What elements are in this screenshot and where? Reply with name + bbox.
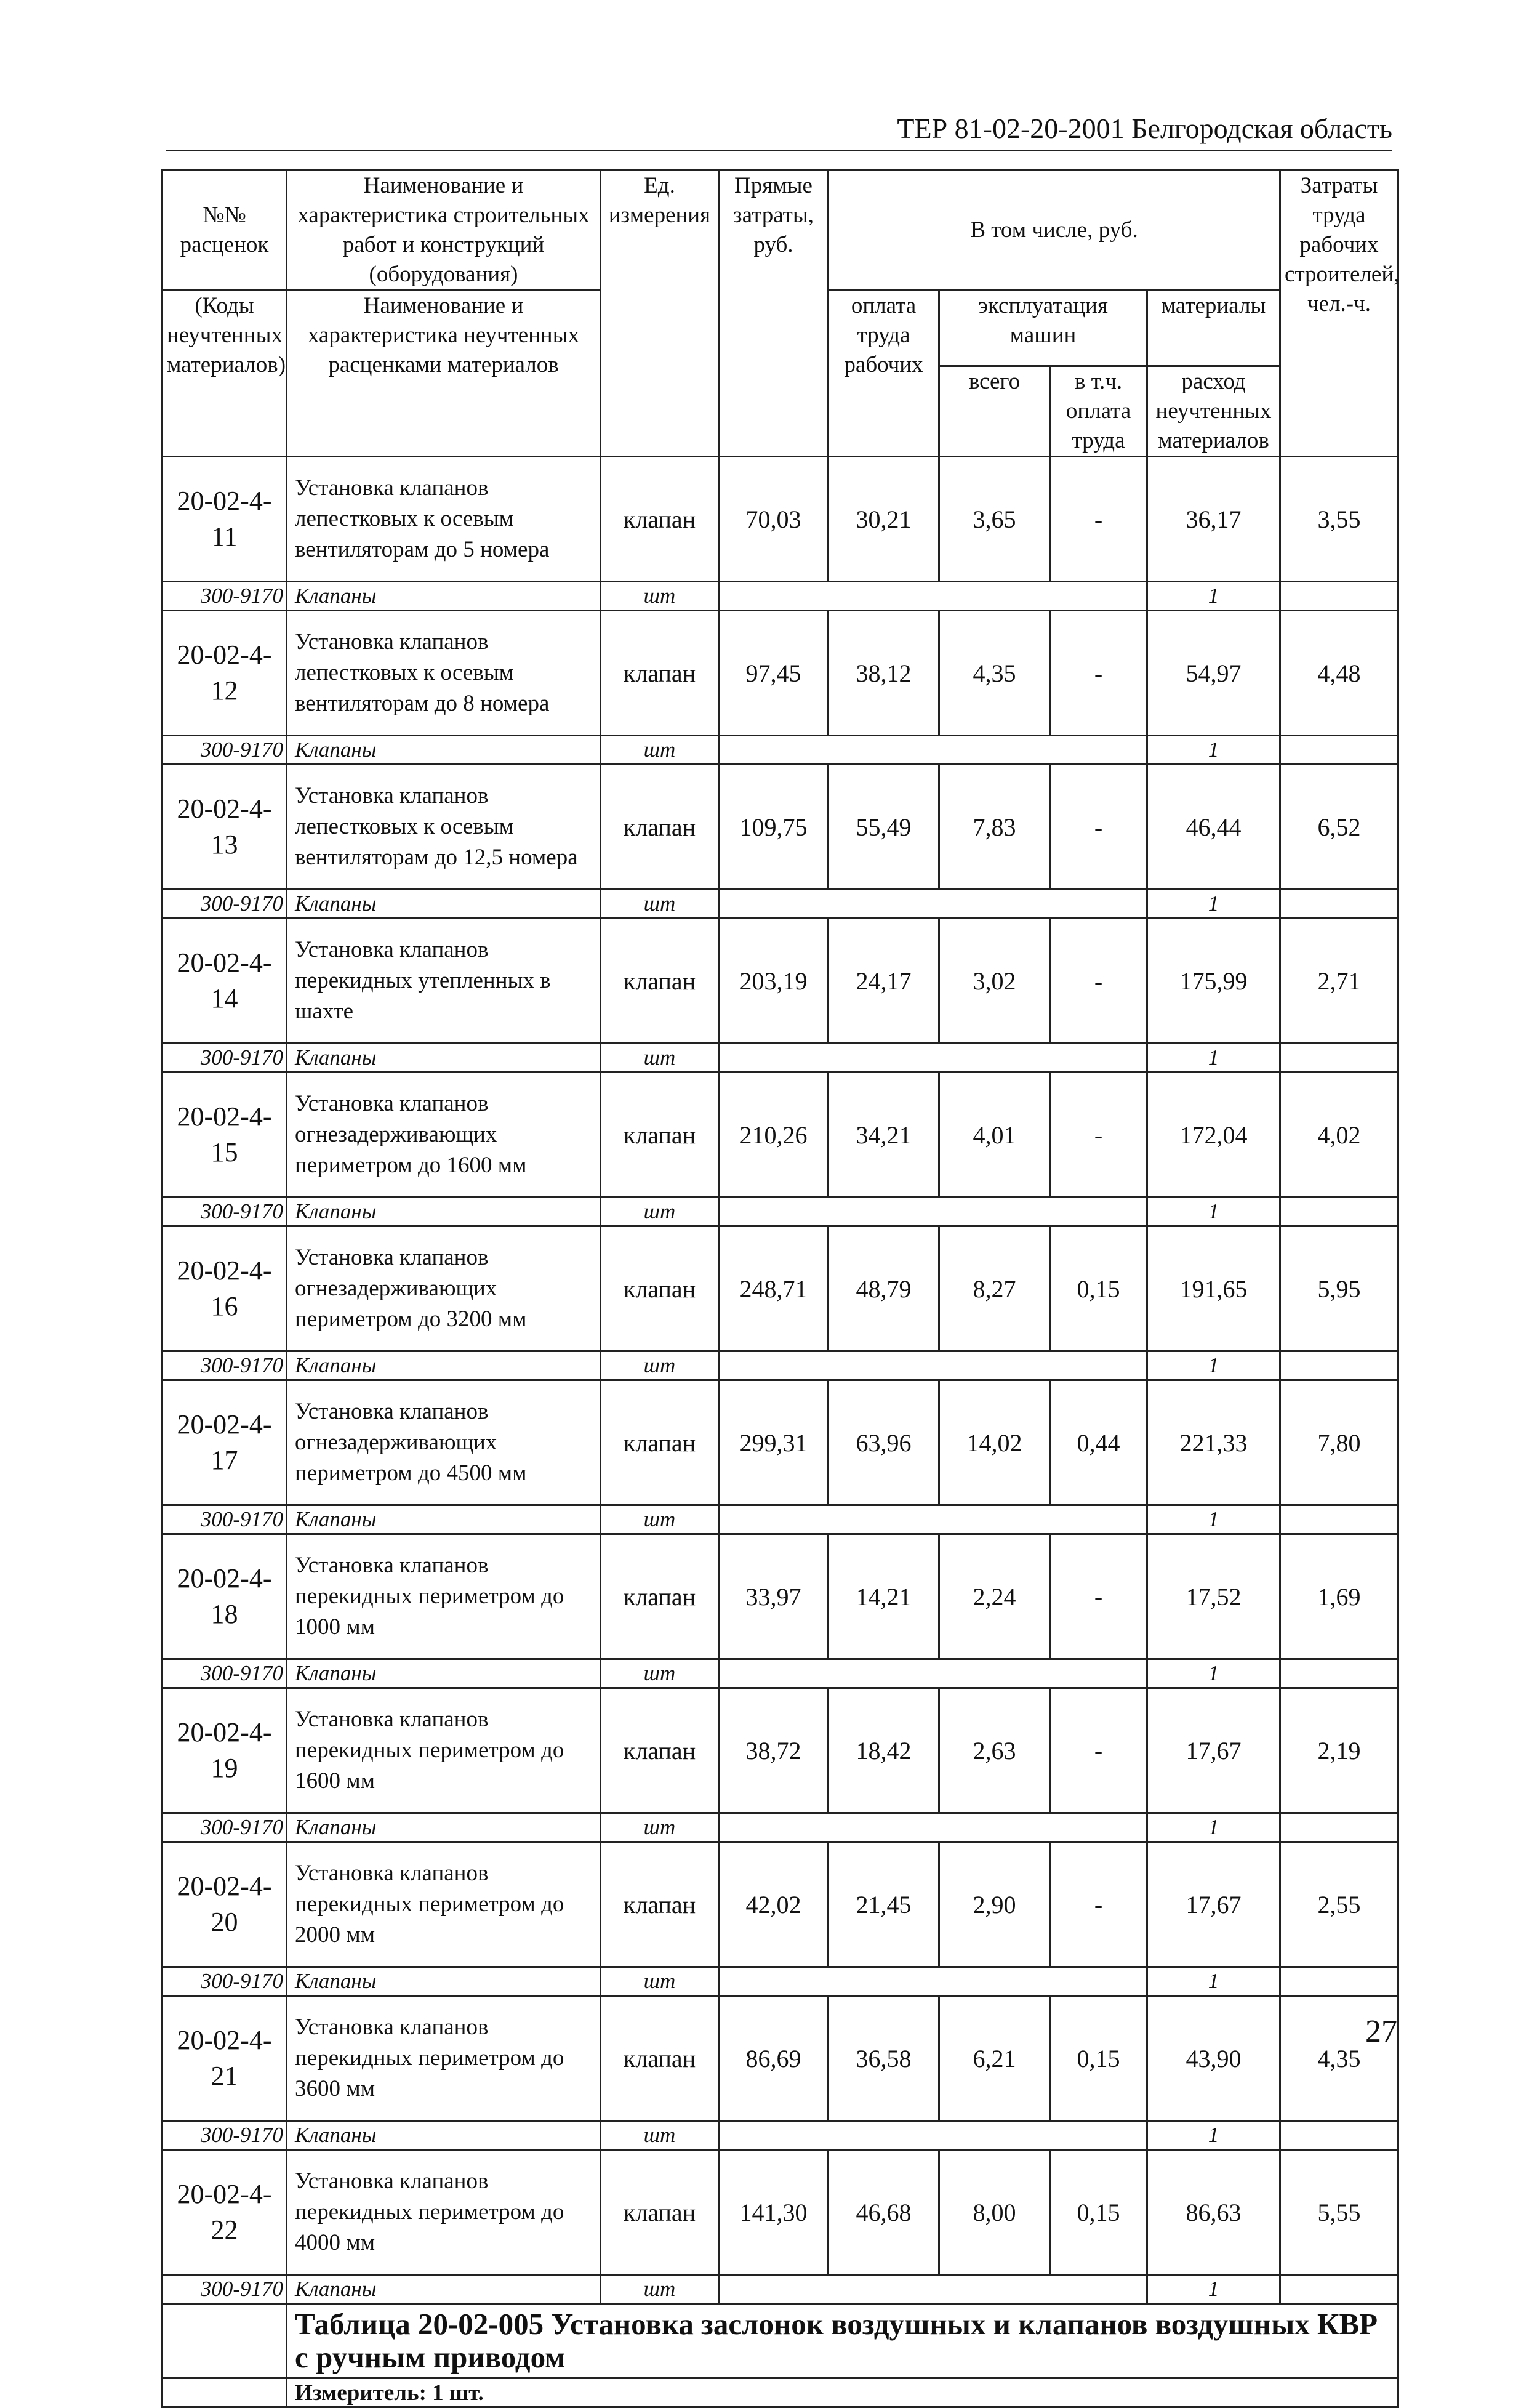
wages: 14,21 xyxy=(829,1534,939,1659)
empty-cell xyxy=(719,2121,1147,2150)
work-name: Установка клапанов перекидных периметром до 2000 мм xyxy=(287,1842,601,1967)
wages: 63,96 xyxy=(829,1380,939,1505)
rate-code: 20-02-4-22 xyxy=(163,2150,287,2275)
unit: клапан xyxy=(601,1688,719,1813)
materials: 46,44 xyxy=(1147,765,1280,890)
material-row xyxy=(163,582,1399,611)
material-name: Клапаны xyxy=(287,582,601,611)
materials: 191,65 xyxy=(1147,1226,1280,1351)
machines-wages: 0,15 xyxy=(1050,1996,1147,2121)
wages: 24,17 xyxy=(829,919,939,1044)
measure-row xyxy=(163,2378,1399,2407)
machines-wages: - xyxy=(1050,1073,1147,1198)
empty-cell xyxy=(1280,2275,1399,2304)
header-direct-costs: Прямые затраты, руб. xyxy=(719,171,829,457)
empty-cell xyxy=(719,1505,1147,1534)
empty-cell xyxy=(1280,1198,1399,1226)
material-row xyxy=(163,1044,1399,1073)
direct-costs: 38,72 xyxy=(719,1688,829,1813)
wages: 48,79 xyxy=(829,1226,939,1351)
rate-code: 20-02-4-17 xyxy=(163,1380,287,1505)
material-code: 300-9170 xyxy=(163,1044,287,1073)
table-row xyxy=(163,1688,1399,1813)
material-row xyxy=(163,890,1399,919)
material-row xyxy=(163,2275,1399,2304)
rate-code: 20-02-4-16 xyxy=(163,1226,287,1351)
labor-costs: 5,55 xyxy=(1280,2150,1399,2275)
material-quantity: 1 xyxy=(1147,2121,1280,2150)
material-unit: шт xyxy=(601,1659,719,1688)
direct-costs: 42,02 xyxy=(719,1842,829,1967)
direct-costs: 109,75 xyxy=(719,765,829,890)
material-quantity: 1 xyxy=(1147,890,1280,919)
material-unit: шт xyxy=(601,1813,719,1842)
labor-costs: 4,35 xyxy=(1280,1996,1399,2121)
labor-costs: 5,95 xyxy=(1280,1226,1399,1351)
material-row xyxy=(163,2121,1399,2150)
material-quantity: 1 xyxy=(1147,1967,1280,1996)
rate-code: 20-02-4-21 xyxy=(163,1996,287,2121)
empty-cell xyxy=(719,1813,1147,1842)
material-code: 300-9170 xyxy=(163,2121,287,2150)
table-row xyxy=(163,1842,1399,1967)
unit: клапан xyxy=(601,1226,719,1351)
material-unit: шт xyxy=(601,1351,719,1380)
work-name: Установка клапанов перекидных периметром до 1600 мм xyxy=(287,1688,601,1813)
document-header: ТЕР 81-02-20-2001 Белгородская область xyxy=(166,108,1392,151)
material-name: Клапаны xyxy=(287,890,601,919)
labor-costs: 1,69 xyxy=(1280,1534,1399,1659)
labor-costs: 4,02 xyxy=(1280,1073,1399,1198)
work-name: Установка клапанов огнезадерживающих периметром до 4500 мм xyxy=(287,1380,601,1505)
materials: 17,67 xyxy=(1147,1688,1280,1813)
work-name: Установка клапанов перекидных утепленных в шахте xyxy=(287,919,601,1044)
header-machines-total: всего xyxy=(939,366,1050,457)
machines-total: 2,24 xyxy=(939,1534,1050,1659)
machines-total: 3,65 xyxy=(939,457,1050,582)
work-name: Установка клапанов лепестковых к осевым вентиляторам до 5 номера xyxy=(287,457,601,582)
empty-cell xyxy=(719,1198,1147,1226)
wages: 38,12 xyxy=(829,611,939,736)
unit: клапан xyxy=(601,611,719,736)
material-code: 300-9170 xyxy=(163,1659,287,1688)
section-measure: Измеритель: 1 шт. xyxy=(287,2378,1399,2407)
materials: 54,97 xyxy=(1147,611,1280,736)
materials: 172,04 xyxy=(1147,1073,1280,1198)
materials: 221,33 xyxy=(1147,1380,1280,1505)
materials: 17,67 xyxy=(1147,1842,1280,1967)
machines-wages: - xyxy=(1050,457,1147,582)
machines-wages: - xyxy=(1050,611,1147,736)
empty-cell xyxy=(719,1967,1147,1996)
materials: 86,63 xyxy=(1147,2150,1280,2275)
rate-code: 20-02-4-12 xyxy=(163,611,287,736)
material-row xyxy=(163,1967,1399,1996)
table-row xyxy=(163,1226,1399,1351)
labor-costs: 2,55 xyxy=(1280,1842,1399,1967)
empty-cell xyxy=(1280,1505,1399,1534)
labor-costs: 4,48 xyxy=(1280,611,1399,736)
material-unit: шт xyxy=(601,890,719,919)
material-code: 300-9170 xyxy=(163,1967,287,1996)
material-quantity: 1 xyxy=(1147,2275,1280,2304)
material-row xyxy=(163,1813,1399,1842)
direct-costs: 141,30 xyxy=(719,2150,829,2275)
machines-total: 4,01 xyxy=(939,1073,1050,1198)
material-name: Клапаны xyxy=(287,1198,601,1226)
material-unit: шт xyxy=(601,1198,719,1226)
material-quantity: 1 xyxy=(1147,1351,1280,1380)
table-row xyxy=(163,919,1399,1044)
direct-costs: 97,45 xyxy=(719,611,829,736)
material-unit: шт xyxy=(601,2275,719,2304)
material-unit: шт xyxy=(601,1505,719,1534)
material-name: Клапаны xyxy=(287,736,601,765)
empty-cell xyxy=(719,2275,1147,2304)
unit: клапан xyxy=(601,1380,719,1505)
empty-cell xyxy=(1280,582,1399,611)
material-row xyxy=(163,1505,1399,1534)
material-name: Клапаны xyxy=(287,2121,601,2150)
rate-code: 20-02-4-11 xyxy=(163,457,287,582)
materials: 175,99 xyxy=(1147,919,1280,1044)
table-row xyxy=(163,2150,1399,2275)
header-unlisted-codes: (Коды неучтенных материалов) xyxy=(163,291,287,457)
machines-wages: - xyxy=(1050,765,1147,890)
material-row xyxy=(163,736,1399,765)
materials: 17,52 xyxy=(1147,1534,1280,1659)
empty-cell xyxy=(163,2304,287,2378)
machines-total: 14,02 xyxy=(939,1380,1050,1505)
labor-costs: 2,71 xyxy=(1280,919,1399,1044)
header-name: Наименование и характеристика строительных работ и конструкций (оборудования) xyxy=(287,171,601,291)
material-name: Клапаны xyxy=(287,1813,601,1842)
wages: 36,58 xyxy=(829,1996,939,2121)
material-code: 300-9170 xyxy=(163,736,287,765)
labor-costs: 2,19 xyxy=(1280,1688,1399,1813)
material-code: 300-9170 xyxy=(163,1505,287,1534)
machines-total: 3,02 xyxy=(939,919,1050,1044)
table-row xyxy=(163,1380,1399,1505)
unit: клапан xyxy=(601,2150,719,2275)
empty-cell xyxy=(163,2378,287,2407)
unit: клапан xyxy=(601,1842,719,1967)
header-machines: эксплуатация машин xyxy=(939,291,1147,366)
empty-cell xyxy=(719,890,1147,919)
material-quantity: 1 xyxy=(1147,1813,1280,1842)
machines-wages: - xyxy=(1050,919,1147,1044)
section-title-row xyxy=(163,2304,1399,2378)
machines-total: 2,63 xyxy=(939,1688,1050,1813)
empty-cell xyxy=(1280,736,1399,765)
unit: клапан xyxy=(601,457,719,582)
unit: клапан xyxy=(601,1073,719,1198)
empty-cell xyxy=(1280,2121,1399,2150)
machines-wages: 0,15 xyxy=(1050,2150,1147,2275)
direct-costs: 70,03 xyxy=(719,457,829,582)
material-row xyxy=(163,1659,1399,1688)
labor-costs: 7,80 xyxy=(1280,1380,1399,1505)
header-including: В том числе, руб. xyxy=(829,171,1280,291)
header-unit: Ед. измерения xyxy=(601,171,719,457)
materials: 36,17 xyxy=(1147,457,1280,582)
header-material-usage: расход неучтенных материалов xyxy=(1147,366,1280,457)
labor-costs: 3,55 xyxy=(1280,457,1399,582)
labor-costs: 6,52 xyxy=(1280,765,1399,890)
material-name: Клапаны xyxy=(287,1505,601,1534)
direct-costs: 33,97 xyxy=(719,1534,829,1659)
header-materials: материалы xyxy=(1147,291,1280,366)
wages: 21,45 xyxy=(829,1842,939,1967)
wages: 46,68 xyxy=(829,2150,939,2275)
machines-total: 8,27 xyxy=(939,1226,1050,1351)
rate-code: 20-02-4-20 xyxy=(163,1842,287,1967)
material-code: 300-9170 xyxy=(163,890,287,919)
empty-cell xyxy=(719,582,1147,611)
empty-cell xyxy=(719,736,1147,765)
material-unit: шт xyxy=(601,1044,719,1073)
empty-cell xyxy=(1280,1813,1399,1842)
empty-cell xyxy=(1280,1044,1399,1073)
header-wages: оплата труда рабочих xyxy=(829,291,939,457)
work-name: Установка клапанов перекидных периметром до 3600 мм xyxy=(287,1996,601,2121)
material-quantity: 1 xyxy=(1147,1659,1280,1688)
material-unit: шт xyxy=(601,736,719,765)
table-row xyxy=(163,1073,1399,1198)
empty-cell xyxy=(1280,890,1399,919)
material-name: Клапаны xyxy=(287,2275,601,2304)
material-name: Клапаны xyxy=(287,1351,601,1380)
material-quantity: 1 xyxy=(1147,1198,1280,1226)
direct-costs: 248,71 xyxy=(719,1226,829,1351)
price-table xyxy=(161,169,1399,2408)
unit: клапан xyxy=(601,919,719,1044)
material-quantity: 1 xyxy=(1147,736,1280,765)
wages: 34,21 xyxy=(829,1073,939,1198)
machines-total: 6,21 xyxy=(939,1996,1050,2121)
material-name: Клапаны xyxy=(287,1967,601,1996)
work-name: Установка клапанов перекидных периметром до 1000 мм xyxy=(287,1534,601,1659)
unit: клапан xyxy=(601,765,719,890)
work-name: Установка клапанов лепестковых к осевым вентиляторам до 8 номера xyxy=(287,611,601,736)
direct-costs: 210,26 xyxy=(719,1073,829,1198)
table-row xyxy=(163,611,1399,736)
empty-cell xyxy=(719,1659,1147,1688)
material-quantity: 1 xyxy=(1147,1044,1280,1073)
header-labor: Затраты труда рабочих строителей, чел.-ч. xyxy=(1280,171,1399,457)
material-code: 300-9170 xyxy=(163,1351,287,1380)
material-name: Клапаны xyxy=(287,1659,601,1688)
header-machines-wages: в т.ч. оплата труда xyxy=(1050,366,1147,457)
header-unlisted-name: Наименование и характеристика неучтенных расценками материалов xyxy=(287,291,601,457)
direct-costs: 299,31 xyxy=(719,1380,829,1505)
table-row xyxy=(163,1534,1399,1659)
material-code: 300-9170 xyxy=(163,582,287,611)
empty-cell xyxy=(1280,1659,1399,1688)
machines-wages: - xyxy=(1050,1534,1147,1659)
machines-wages: 0,44 xyxy=(1050,1380,1147,1505)
material-code: 300-9170 xyxy=(163,1198,287,1226)
material-quantity: 1 xyxy=(1147,582,1280,611)
materials: 43,90 xyxy=(1147,1996,1280,2121)
empty-cell xyxy=(1280,1967,1399,1996)
direct-costs: 86,69 xyxy=(719,1996,829,2121)
work-name: Установка клапанов перекидных периметром до 4000 мм xyxy=(287,2150,601,2275)
empty-cell xyxy=(1280,1351,1399,1380)
machines-total: 4,35 xyxy=(939,611,1050,736)
unit: клапан xyxy=(601,1534,719,1659)
table-row xyxy=(163,457,1399,582)
table-row xyxy=(163,765,1399,890)
section-title: Таблица 20-02-005 Установка заслонок воздушных и клапанов воздушных КВР с ручным приводом xyxy=(287,2304,1399,2378)
machines-wages: - xyxy=(1050,1688,1147,1813)
unit: клапан xyxy=(601,1996,719,2121)
rate-code: 20-02-4-13 xyxy=(163,765,287,890)
work-name: Установка клапанов лепестковых к осевым вентиляторам до 12,5 номера xyxy=(287,765,601,890)
material-row xyxy=(163,1351,1399,1380)
work-name: Установка клапанов огнезадерживающих периметром до 3200 мм xyxy=(287,1226,601,1351)
material-unit: шт xyxy=(601,2121,719,2150)
rate-code: 20-02-4-14 xyxy=(163,919,287,1044)
material-code: 300-9170 xyxy=(163,2275,287,2304)
machines-total: 2,90 xyxy=(939,1842,1050,1967)
material-name: Клапаны xyxy=(287,1044,601,1073)
machines-total: 7,83 xyxy=(939,765,1050,890)
page-number: 27 xyxy=(1365,2014,1397,2049)
table-row xyxy=(163,1996,1399,2121)
material-quantity: 1 xyxy=(1147,1505,1280,1534)
machines-wages: - xyxy=(1050,1842,1147,1967)
rate-code: 20-02-4-15 xyxy=(163,1073,287,1198)
material-row xyxy=(163,1198,1399,1226)
material-unit: шт xyxy=(601,1967,719,1996)
empty-cell xyxy=(719,1044,1147,1073)
wages: 55,49 xyxy=(829,765,939,890)
rate-code: 20-02-4-18 xyxy=(163,1534,287,1659)
work-name: Установка клапанов огнезадерживающих периметром до 1600 мм xyxy=(287,1073,601,1198)
wages: 30,21 xyxy=(829,457,939,582)
direct-costs: 203,19 xyxy=(719,919,829,1044)
empty-cell xyxy=(719,1351,1147,1380)
material-unit: шт xyxy=(601,582,719,611)
rate-code: 20-02-4-19 xyxy=(163,1688,287,1813)
machines-wages: 0,15 xyxy=(1050,1226,1147,1351)
material-code: 300-9170 xyxy=(163,1813,287,1842)
wages: 18,42 xyxy=(829,1688,939,1813)
header-code: №№ расценок xyxy=(163,171,287,291)
machines-total: 8,00 xyxy=(939,2150,1050,2275)
